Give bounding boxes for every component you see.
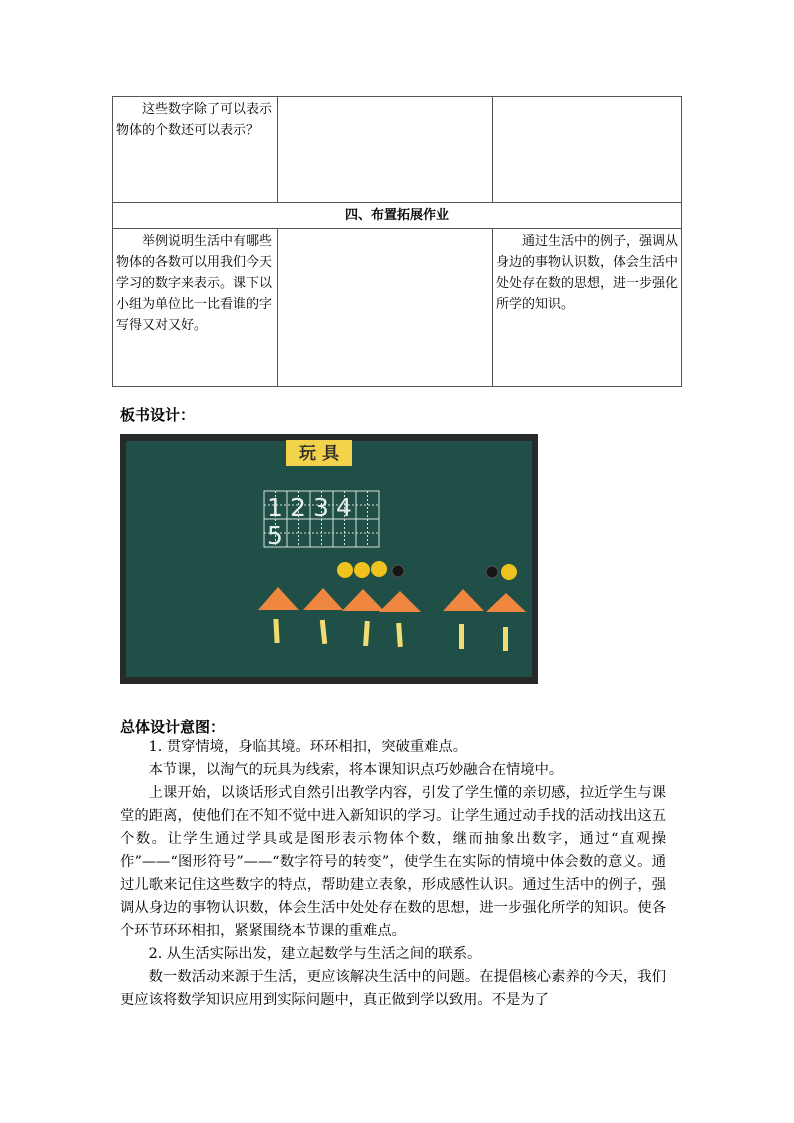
intent-cell <box>493 97 682 203</box>
digit-3: 3 <box>313 493 329 522</box>
paragraph: 1. 贯穿情境，身临其境。环环相扣，突破重难点。 <box>148 739 468 755</box>
activity-cell: 举例说明生活中有哪些物体的各数可以用我们今天学习的数字来表示。课下以小组为单位比一比看谁的字写得又对又好。 <box>113 229 278 387</box>
section-title: 四、布置拓展作业 <box>113 203 682 229</box>
paragraph: 数一数活动来源于生活，更应该解决生活中的问题。在提倡核心素养的今天，我们更应该将数学知识应用到实际问题中，真正做到学以致用。不是为了 <box>120 969 666 1008</box>
student-cell <box>278 97 493 203</box>
digit-5: 5 <box>267 521 283 550</box>
activity-cell: 这些数字除了可以表示物体的个数还可以表示？ <box>113 97 278 203</box>
board-surface <box>126 441 532 677</box>
board-design-heading: 板书设计： <box>120 406 196 424</box>
table-row <box>113 229 682 387</box>
paragraph: 2. 从生活实际出发，建立起数学与生活之间的联系。 <box>148 946 482 962</box>
coin <box>501 564 517 580</box>
button-piece <box>486 566 498 578</box>
button-piece <box>392 565 404 577</box>
lesson-plan-table <box>112 96 682 387</box>
board-title: 玩 具 <box>299 444 339 464</box>
coin <box>354 562 370 578</box>
overall-design-body <box>120 736 666 1012</box>
section-row <box>113 203 682 229</box>
coin <box>371 561 387 577</box>
stick-piece <box>503 627 508 651</box>
digit-1: 1 <box>267 493 283 522</box>
stick-piece <box>459 624 464 649</box>
student-cell <box>278 229 493 387</box>
overall-design-heading: 总体设计意图： <box>120 718 226 736</box>
digit-4: 4 <box>336 493 352 522</box>
digit-2: 2 <box>290 493 306 522</box>
paragraph: 上课开始，以谈话形式自然引出教学内容，引发了学生懂的亲切感，拉近学生与课堂的距离，使他们在不知不觉中进入新知识的学习。让学生通过动手找的活动找出这五个数。让学生通过学具或是图形表示物体个数，继而抽象出数字，通过“直观操作”——“图形符号”——“数字符号的转变”，使学生在实际的情境中体会数的意义。通过儿歌来记住这些数字的特点，帮助建立表象，形成感性认识。通过生活中的例子，强调从身边的事物认识数，体会生活中处处存在数的思想，进一步强化所学的知识。使各个环节环环相扣，紧紧围绕本节课的重难点。 <box>120 785 666 939</box>
board-title-card <box>286 440 352 466</box>
table-row <box>113 97 682 203</box>
paragraph: 本节课，以淘气的玩具为线索，将本课知识点巧妙融合在情境中。 <box>148 762 564 778</box>
blackboard-photo <box>120 434 538 684</box>
intent-cell: 通过生活中的例子，强调从身边的事物认识数，体会生活中处处存在数的思想，进一步强化所学的知识。 <box>493 229 682 387</box>
coin <box>337 562 353 578</box>
